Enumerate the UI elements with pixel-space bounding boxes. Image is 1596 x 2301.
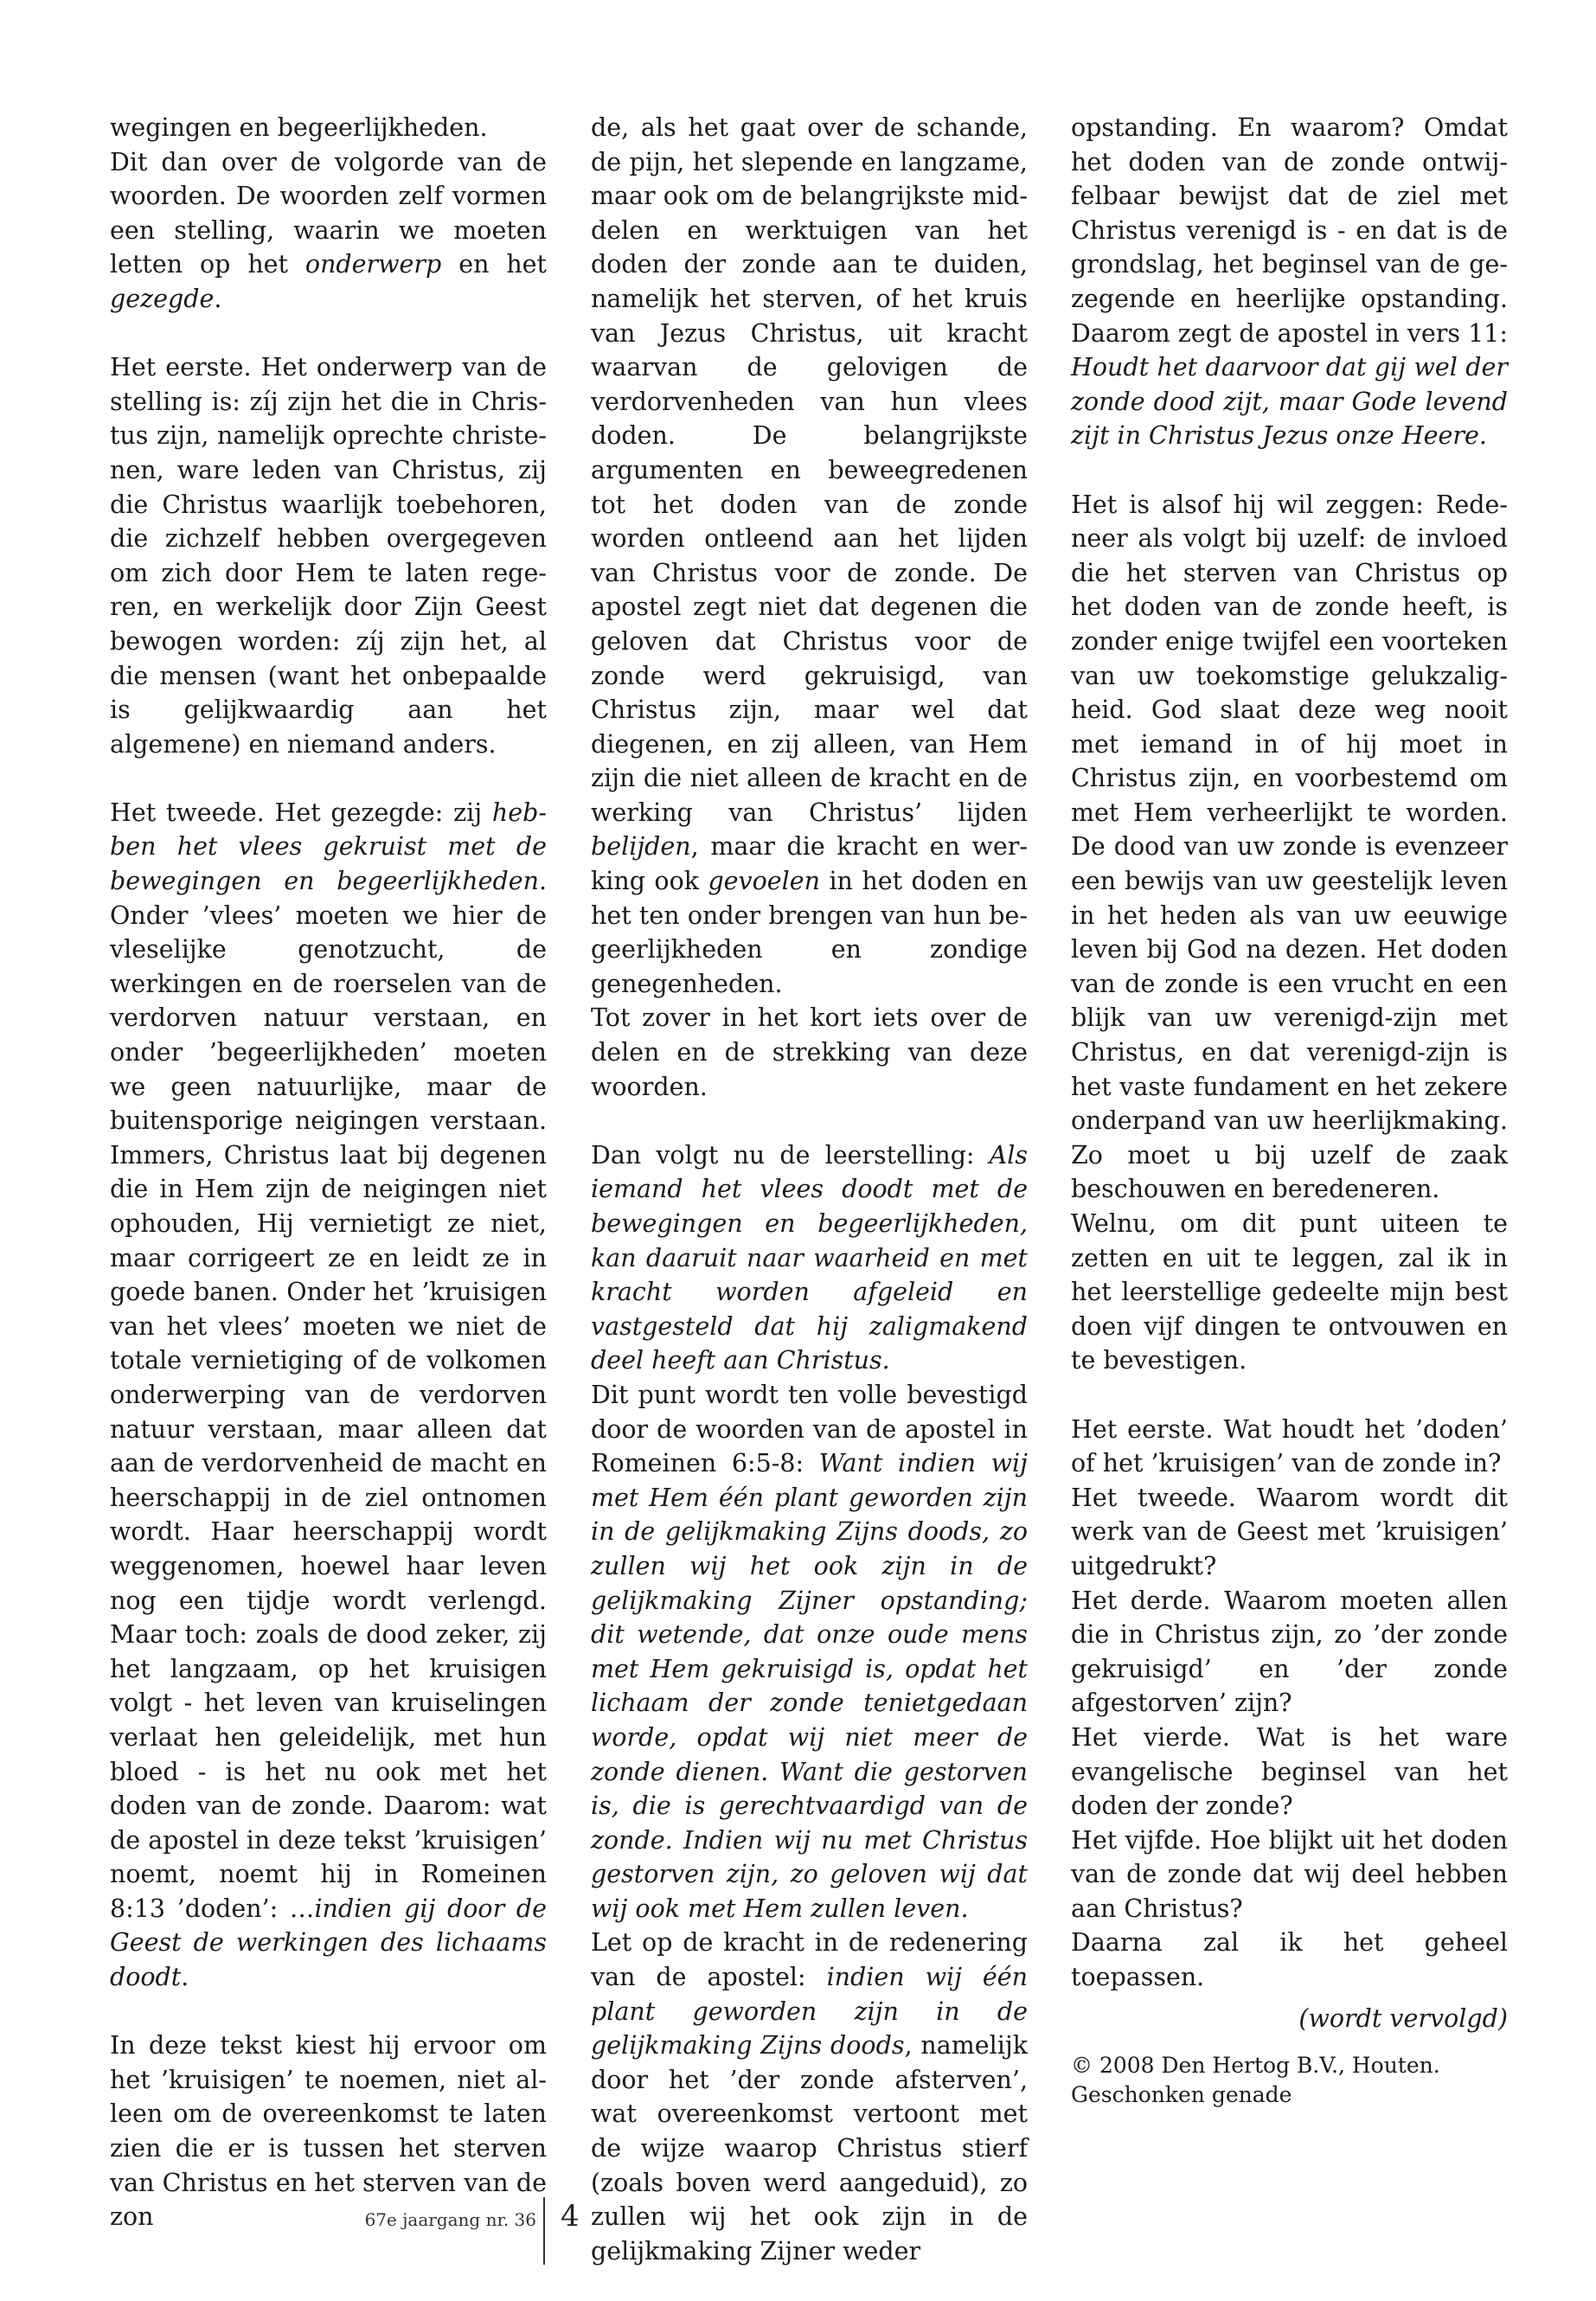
italic-text: hebben het vlees gekruist met de bewegingen en begeerlijkheden [110, 798, 547, 896]
copyright: © 2008 Den Hertog B.V., Houten. [1071, 2053, 1440, 2079]
text: opstanding. En waarom? Omdat het doden van de zonde ontwijfelbaar bewijst dat de ziel met Christus verenigd is - en dat is de grondslag, het beginsel van de gezegende en heerlijke opstanding. Daarom zegt de apostel in vers 11: [1071, 113, 1508, 348]
italic-text: Houdt het daarvoor dat gij wel der zonde dood zijt, maar Gode levend zijt in Christus Jezus onze Heere. [1071, 353, 1508, 451]
paragraph [1071, 1207, 1508, 1378]
text: , maar die kracht en werking ook [591, 832, 1028, 896]
text: . [181, 1963, 189, 1992]
text: Let op de kracht in de redenering van de apostel: [591, 1928, 1028, 1992]
text: . [214, 284, 222, 313]
text: Dit punt wordt ten volle bevestigd door de woorden van de apostel in Romeinen 6:5-8: [591, 1380, 1028, 1478]
text: Het eerste. Het onderwerp van de stelling is: zíj zijn het die in Christus zijn, namelijk oprechte christenen, ware leden van Christus, zij die Christus waarlijk toebehoren, die zichzelf hebben overgegeven om zich door Hem te laten regeren, en werkelijk door Zijn Geest bewogen worden: zíj zijn het, al die mensen (want het onbepaalde is gelijkwaardig aan het algemene) en niemand anders. [110, 353, 547, 759]
italic-text: onderwerp [304, 250, 442, 279]
paragraph [1071, 111, 1508, 453]
italic-text: indien wij één plant geworden zijn in de gelijkmaking Zijns doods [591, 1963, 1029, 2061]
italic-text: Als iemand het vlees doodt met de bewegingen en begeerlijkheden, kan daaruit naar waarheid en met kracht worden afgeleid en vastgesteld dat hij zaligmakend deel heeft aan Christus. [591, 1140, 1028, 1375]
continued-note [1071, 2002, 1508, 2036]
text: en het [441, 250, 547, 279]
text: in het doden en het ten onder brengen van hun begeerlijkheden en zondige genegenheden. [591, 867, 1028, 998]
text: wegingen en begeerlijkheden. [110, 113, 488, 142]
text: Tot zover in het kort iets over de delen en de strekking van deze woorden. [591, 1003, 1028, 1101]
question-4: Het vierde. Wat is het ware evangelische beginsel van het doden der zonde? [1071, 1722, 1508, 1821]
text: In deze tekst kiest hij ervoor om het ’kruisigen’ te noemen, niet alleen om de overeenkomst te laten zien die er is tussen het sterven van Christus en het sterven van de zon [110, 2031, 547, 2232]
text: Het is alsof hij wil zeggen: Redeneer als volgt bij uzelf: de invloed die het sterven van Christus op het doden van de zonde heeft, is zonder enige twijfel een voorteken van uw toekomstige gelukzaligheid. God slaat deze weg nooit met iemand in of hij moet in Christus zijn, en voorbestemd om met Hem verheerlijkt te worden. De dood van uw zonde is evenzeer een bewijs van uw geestelijk leven in het heden als van uw eeuwige leven bij God na dezen. Het doden van de zonde is een vrucht en een blijk van uw verenigd-zijn met Christus, en dat verenigd-zijn is het vaste fundament en het zekere onderpand van uw heerlijkmaking. Zo moet u bij uzelf de zaak beschouwen en beredeneren. [1071, 490, 1508, 1204]
paragraph [110, 350, 547, 761]
closing-line: Daarna zal ik het geheel toepassen. [1071, 1928, 1508, 1992]
question-5: Het vijfde. Hoe blijkt uit het doden van de zonde dat wij deel hebben aan Christus? [1071, 1825, 1508, 1923]
text: . Onder ’vlees’ moeten we hier de vleselijke genotzucht, de werkingen en de roerselen van de verdorven natuur verstaan, en onder ’begeerlijkheden’ moeten we geen natuurlijke, maar de buitensporige neigingen verstaan. Immers, Christus laat bij degenen die in Hem zijn de neigingen niet ophouden, Hij vernietigt ze niet, maar corrigeert ze en leidt ze in goede banen. Onder het ’kruisigen van het vlees’ moeten we niet de totale vernietiging of de volkomen onderwerping van de verdorven natuur verstaan, maar alleen dat aan de verdorvenheid de macht en heerschappij in de ziel ontnomen wordt. Haar heerschappij wordt weggenomen, hoewel haar leven nog een tijdje wordt verlengd. Maar toch: zoals de dood zeker, zij het langzaam, op het kruisigen volgt - het leven van kruiselingen verlaat hen geleidelijk, met hun bloed - is het nu ook met het doden van de zonde. Daarom: wat de apostel in deze tekst ’kruisigen’ noemt, noemt hij in Romeinen 8:13 ’doden’: … [110, 867, 547, 1923]
copyright-block [1071, 2051, 1508, 2110]
text-column-2 [591, 111, 1028, 2268]
question-1: Het eerste. Wat houdt het ’doden’ of het ’kruisigen’ van de zonde in? [1071, 1414, 1508, 1478]
page-footer [0, 2199, 1596, 2265]
paragraph [1071, 488, 1508, 1207]
text-column-3 [1071, 111, 1508, 2110]
italic-text: gezegde [110, 284, 215, 313]
paragraph [110, 111, 547, 145]
journal-issue: 67e jaargang nr. 36 [364, 2209, 536, 2230]
italic-text: belijden [591, 832, 691, 862]
paragraph [110, 145, 547, 317]
paragraph [110, 796, 547, 1995]
text: , namelijk door het ’der zonde afsterven’, wat overeenkomst vertoont met de wijze waarop Christus stierf (zoals boven werd aangeduid), zo zullen wij het ook zijn in de gelijkmaking Zijner weder [591, 2031, 1029, 2266]
page-number: 4 [561, 2199, 580, 2234]
italic-text: (wordt vervolgd) [1298, 2003, 1508, 2033]
italic-text: gevoelen [708, 867, 821, 896]
paragraph [591, 1378, 1028, 1926]
paragraph [591, 111, 1028, 1001]
paragraph [591, 1138, 1028, 1378]
text: Het tweede. Het gezegde: zij [110, 798, 492, 827]
text: Dit dan over de volgorde van de woorden. De woorden zelf vormen een stelling, waarin we moeten letten op het [110, 147, 547, 279]
italic-text: indien gij door de Geest de werkingen des lichaams doodt [110, 1894, 547, 1992]
question-2: Het tweede. Waarom wordt dit werk van de Geest met ’kruisigen’ uitgedrukt? [1071, 1483, 1508, 1580]
question-3: Het derde. Waarom moeten allen die in Christus zijn, zo ’der zonde gekruisigd’ en ’der zonde afgestorven’ zijn? [1071, 1586, 1508, 1718]
paragraph [591, 1001, 1028, 1104]
footer-divider [543, 2197, 545, 2265]
text: de, als het gaat over de schande, de pijn, het slepende en langzame, maar ook om de belangrijkste middelen en werktuigen van het doden der zonde aan te duiden, namelijk het sterven, of het kruis van Jezus Christus, uit kracht waarvan de gelovigen de verdorvenheden van hun vlees doden. De belangrijkste argumenten en beweegredenen tot het doden van de zonde worden ontleend aan het lijden van Christus voor de zonde. De apostel zegt niet dat degenen die geloven dat Christus voor de zonde werd gekruisigd, van Christus zijn, maar wel dat diegenen, en zij alleen, van Hem zijn die niet alleen de kracht en de werking van Christus’ lijden [591, 113, 1028, 827]
italic-text: Want indien wij met Hem één plant geworden zijn in de gelijkmaking Zijns doods, zo zullen wij het ook zijn in de gelijkmaking Zijner opstanding; dit wetende, dat onze oude mens met Hem gekruisigd is, opdat het lichaam der zonde tenietgedaan worde, opdat wij niet meer de zonde dienen. Want die gestorven is, die is gerechtvaardigd van de zonde. Indien wij nu met Christus gestorven zijn, zo geloven wij dat wij ook met Hem zullen leven. [591, 1449, 1028, 1923]
text: Welnu, om dit punt uiteen te zetten en uit te leggen, zal ik in het leerstellige gedeelte mijn best doen vijf dingen te ontvouwen en te bevestigen. [1071, 1209, 1508, 1375]
text-column-1 [110, 111, 547, 2234]
text: Dan volgt nu de leerstelling: [591, 1140, 990, 1170]
source-title: Geschonken genade [1071, 2082, 1292, 2108]
